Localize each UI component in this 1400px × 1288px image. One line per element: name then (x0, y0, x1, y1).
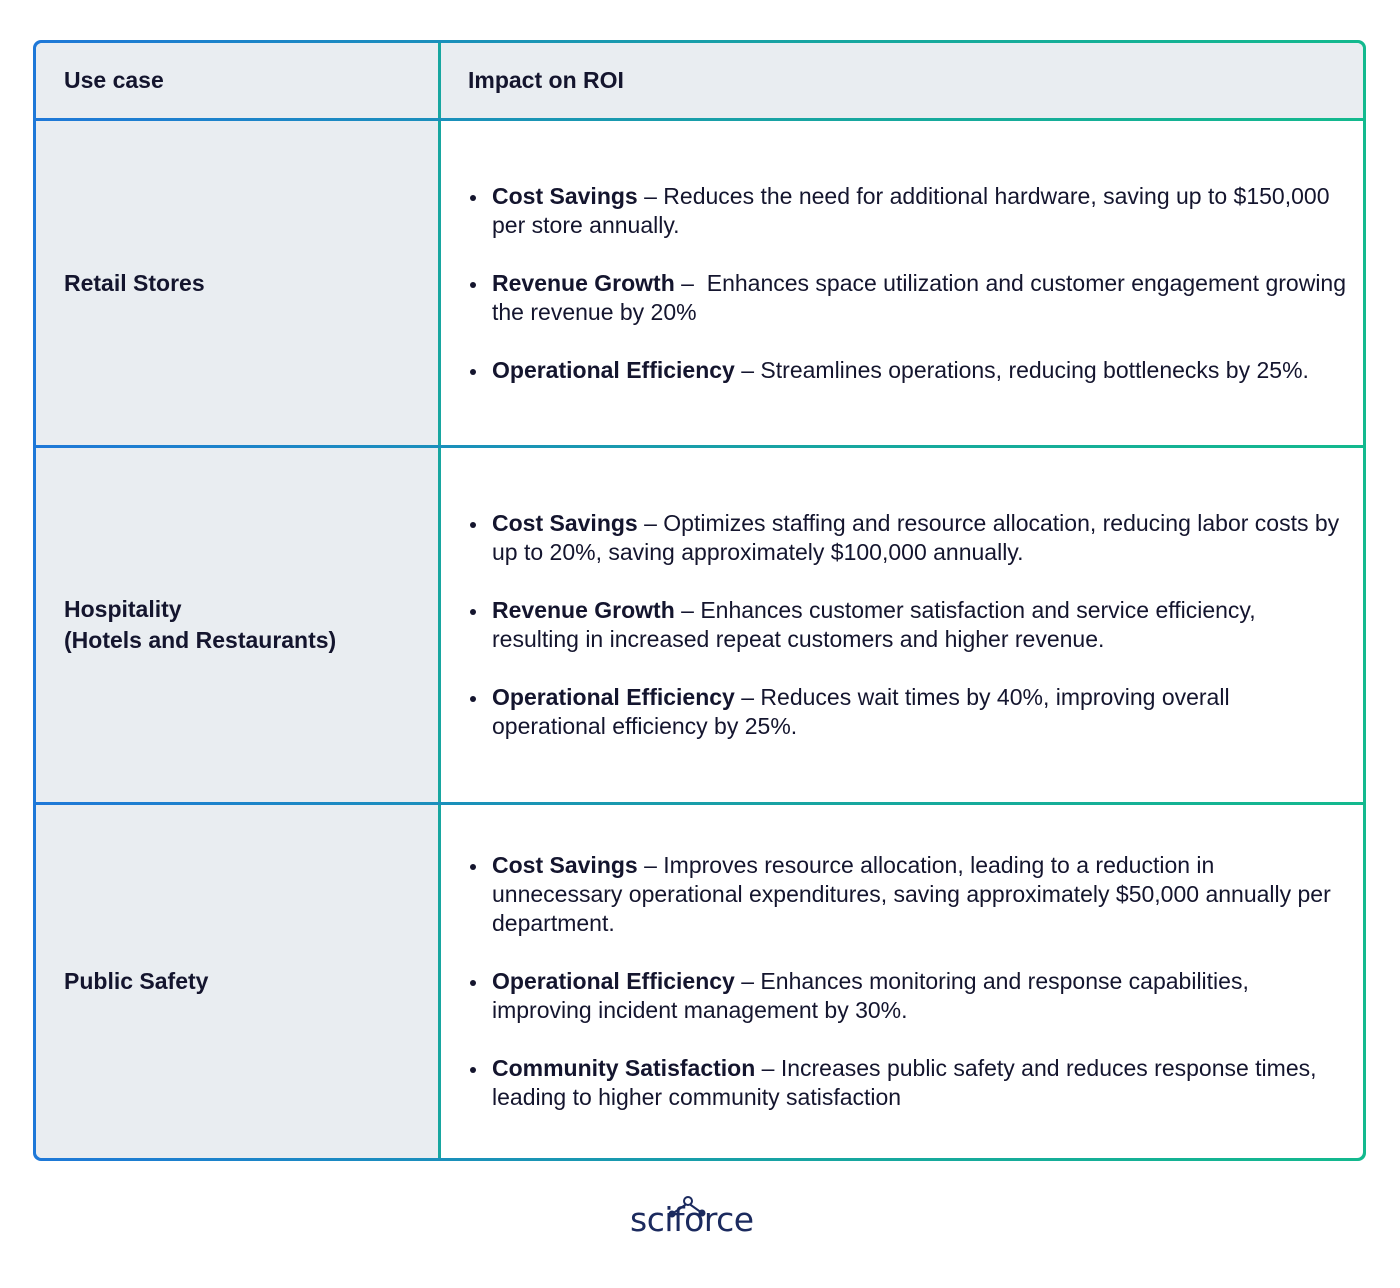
impact-title: Cost Savings (492, 510, 638, 536)
impact-text: – Improves resource allocation, leading to a reduction in unnecessary operational expenditures, saving approximately $50,000 annually per department. (492, 852, 1331, 936)
impact-list (468, 509, 1348, 741)
bullet-icon (470, 696, 476, 702)
impact-title: Revenue Growth (492, 597, 675, 623)
roi-table (33, 40, 1366, 1161)
roi-table-body (36, 43, 1363, 1158)
impact-text: – Optimizes staffing and resource allocation, reducing labor costs by up to 20%, saving approximately $100,000 annually. (492, 510, 1340, 565)
impact-title: Revenue Growth (492, 269, 675, 296)
bullet-icon (470, 369, 476, 375)
impact-cell-hospitality (468, 448, 1348, 802)
list-item (468, 509, 1348, 567)
bullet-icon (470, 1067, 476, 1073)
bullet-icon (470, 195, 476, 201)
header-use-case: Use case (64, 67, 164, 93)
bullet-icon (470, 980, 476, 986)
impact-cell-public-safety (468, 805, 1348, 1158)
impact-title: Operational Efficiency (492, 356, 735, 383)
row-divider (36, 802, 1363, 805)
impact-text: – Reduces the need for additional hardware, saving up to $150,000 per store annually. (492, 182, 1330, 238)
impact-text: – Streamlines operations, reducing bottlenecks by 25%. (734, 356, 1309, 383)
row-divider (36, 118, 1363, 121)
list-item (468, 683, 1348, 741)
row-divider (36, 445, 1363, 448)
list-item (468, 1054, 1348, 1112)
impact-title: Community Satisfaction (492, 1055, 756, 1081)
impact-title: Operational Efficiency (492, 684, 735, 710)
impact-text: – Increases public safety and reduces response times, leading to higher community satisfaction (492, 1055, 1317, 1110)
impact-list (468, 182, 1353, 385)
list-item (468, 851, 1348, 938)
impact-text: – Enhances monitoring and response capabilities, improving incident management by 30%. (492, 968, 1249, 1023)
use-case-public-safety (64, 805, 424, 1158)
header-impact-on-roi: Impact on ROI (468, 67, 624, 93)
list-item (468, 967, 1348, 1025)
list-item (468, 596, 1348, 654)
list-item (468, 269, 1353, 327)
use-case-hospitality (64, 448, 424, 802)
impact-text: – Reduces wait times by 40%, improving overall operational efficiency by 25%. (492, 684, 1230, 739)
bullet-icon (470, 609, 476, 615)
impact-list (468, 851, 1348, 1112)
impact-title: Cost Savings (492, 182, 638, 209)
logo-text: sciforce (630, 1200, 754, 1239)
list-item (468, 356, 1348, 385)
impact-title: Operational Efficiency (492, 968, 735, 994)
list-item (468, 182, 1348, 240)
impact-title: Cost Savings (492, 852, 638, 878)
bullet-icon (470, 522, 476, 528)
bullet-icon (470, 864, 476, 870)
impact-cell-retail-stores (468, 121, 1353, 445)
use-case-label: Retail Stores (64, 269, 205, 296)
use-case-label: Public Safety (64, 968, 209, 994)
impact-text: – Enhances customer satisfaction and service efficiency, resulting in increased repeat customers and higher revenue. (492, 597, 1256, 652)
bullet-icon (470, 282, 476, 288)
column-divider (438, 43, 441, 1158)
use-case-label: Hospitality (Hotels and Restaurants) (64, 596, 337, 653)
sciforce-logo (630, 1190, 770, 1242)
impact-text: – Enhances space utilization and customer engagement growing the revenue by 20% (492, 269, 1353, 325)
use-case-retail-stores (64, 121, 424, 445)
